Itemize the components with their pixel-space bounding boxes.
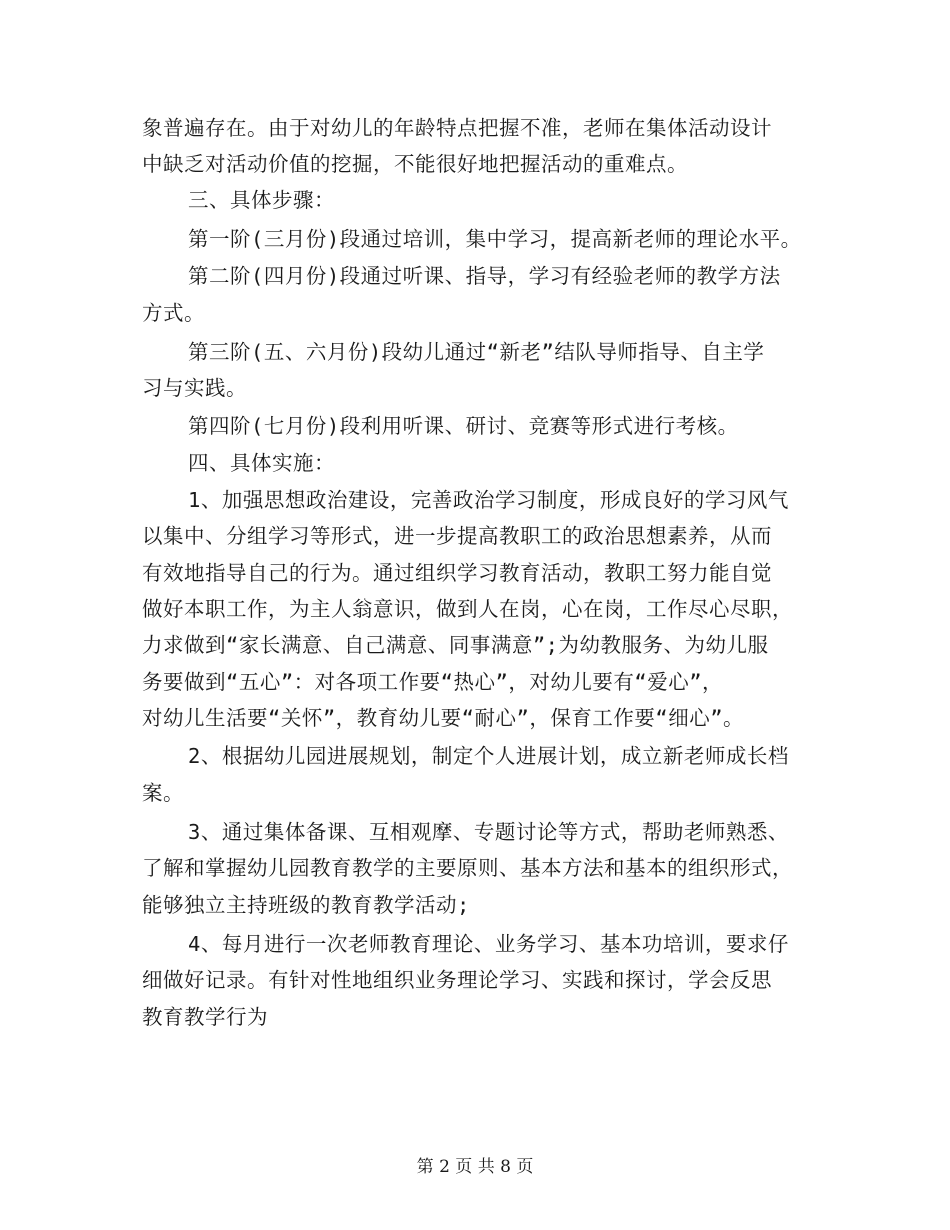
body-text-line: 了解和掌握幼儿园教育教学的主要原则、基本方法和基本的组织形式， <box>142 856 793 880</box>
body-text-line: 4、每月进行一次老师教育理论、业务学习、基本功培训，要求仔 <box>188 932 789 956</box>
body-text-line: 细做好记录。有针对性地组织业务理论学习、实践和探讨，学会反思 <box>142 968 772 992</box>
body-text-line: 第三阶(五、六月份)段幼儿通过“新老”结队导师指导、自主学 <box>188 340 765 364</box>
body-text-line: 习与实践。 <box>142 376 247 400</box>
body-text-line: 2、根据幼儿园进展规划，制定个人进展计划，成立新老师成长档 <box>188 744 789 768</box>
body-text-line: 中缺乏对活动价值的挖掘，不能很好地把握活动的重难点。 <box>142 152 688 176</box>
body-text-line: 3、通过集体备课、互相观摩、专题讨论等方式，帮助老师熟悉、 <box>188 820 789 844</box>
body-text-line: 对幼儿生活要“关怀”，教育幼儿要“耐心”，保育工作要“细心”。 <box>142 706 745 730</box>
body-text-line: 象普遍存在。由于对幼儿的年龄特点把握不准，老师在集体活动设计 <box>142 116 772 140</box>
page-number-footer: 第 2 页 共 8 页 <box>416 1157 534 1177</box>
body-text-line: 务要做到“五心”：对各项工作要“热心”，对幼儿要有“爱心”， <box>142 670 724 694</box>
body-text-line: 教育教学行为 <box>142 1005 268 1029</box>
body-text-line: 1、加强思想政治建设，完善政治学习制度，形成良好的学习风气 <box>188 488 789 512</box>
body-text-line: 以集中、分组学习等形式，进一步提高教职工的政治思想素养，从而 <box>142 524 772 548</box>
body-text-line: 案。 <box>142 781 184 805</box>
section-heading: 四、具体实施： <box>188 451 335 475</box>
body-text-line: 力求做到“家长满意、自己满意、同事满意”;为幼教服务、为幼儿服 <box>142 633 769 657</box>
body-text-line: 方式。 <box>142 301 205 325</box>
section-heading: 三、具体步骤： <box>188 188 335 212</box>
body-text-line: 第四阶(七月份)段利用听课、研讨、竞赛等形式进行考核。 <box>188 414 739 438</box>
body-text-line: 第二阶(四月份)段通过听课、指导，学习有经验老师的教学方法 <box>188 264 781 288</box>
body-text-line: 能够独立主持班级的教育教学活动; <box>142 893 470 917</box>
body-text-line: 有效地指导自己的行为。通过组织学习教育活动，教职工努力能自觉 <box>142 561 772 585</box>
body-text-line: 做好本职工作，为主人翁意识，做到人在岗，心在岗，工作尽心尽职， <box>142 597 793 621</box>
body-text-line: 第一阶(三月份)段通过培训，集中学习，提高新老师的理论水平。 <box>188 227 802 251</box>
